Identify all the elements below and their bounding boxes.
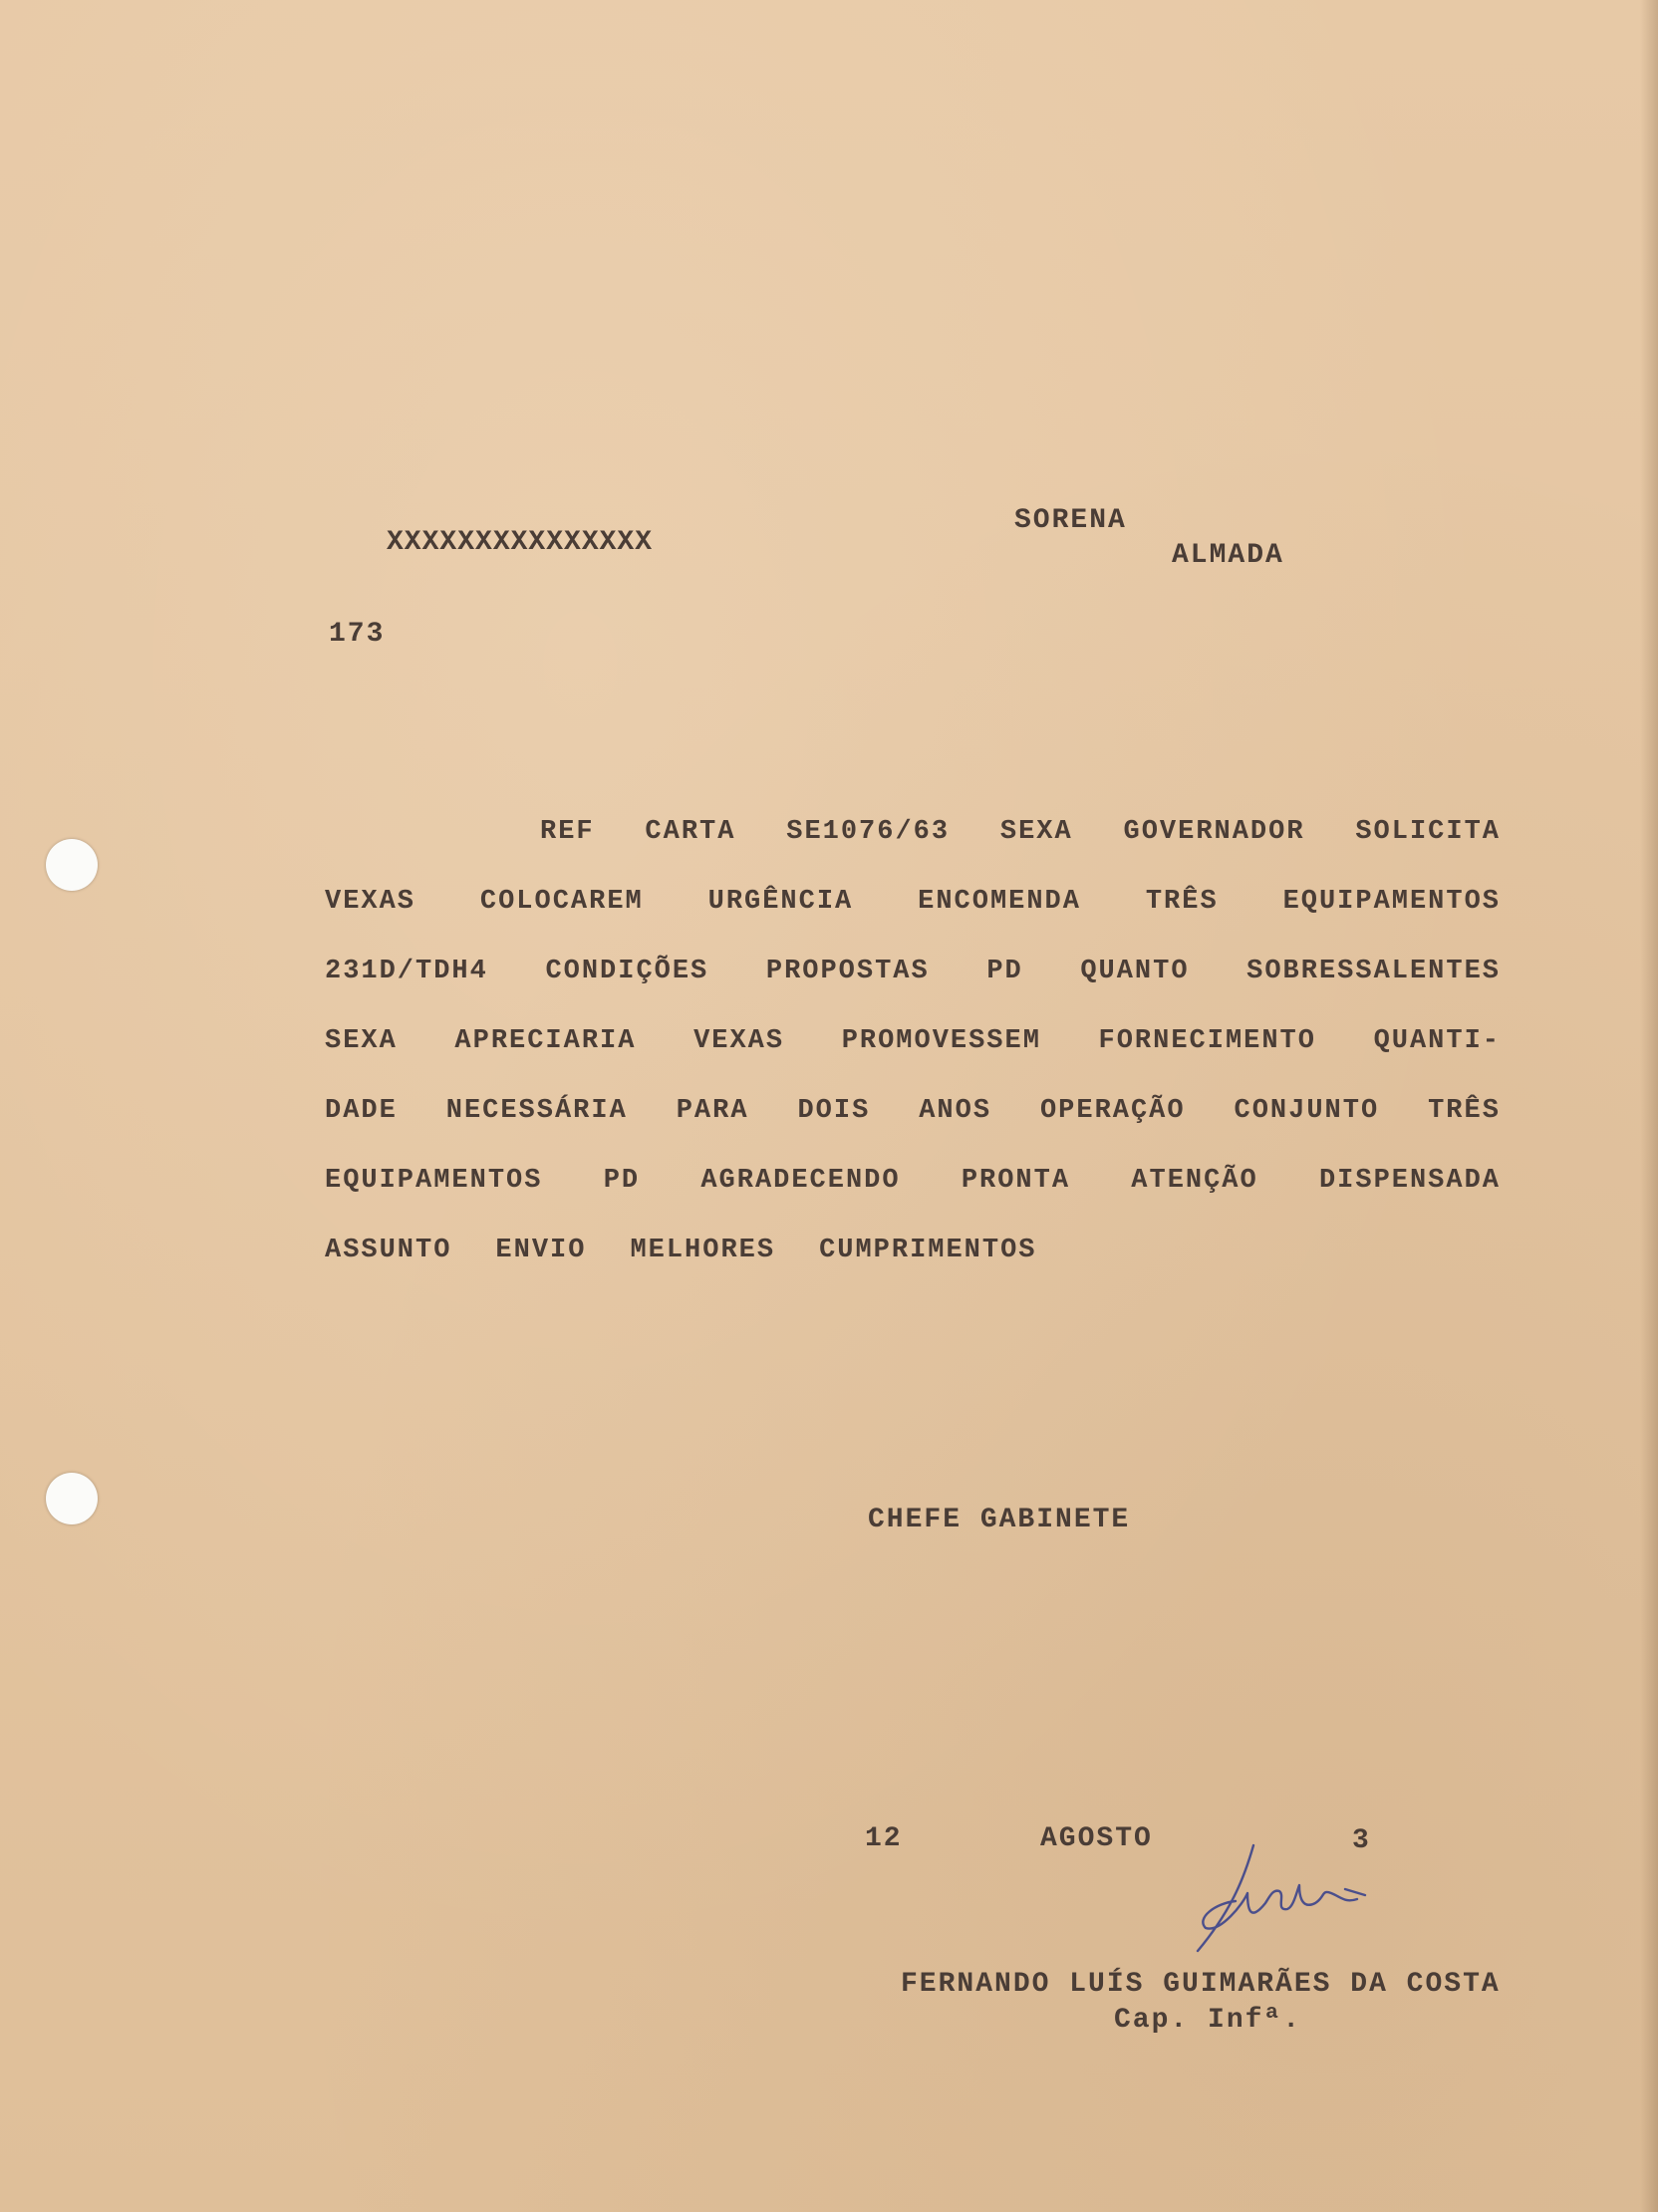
- body-word: CONJUNTO: [1234, 1096, 1380, 1126]
- recipient-name: SORENA: [1014, 505, 1127, 536]
- body-word: COLOCAREM: [479, 887, 644, 917]
- body-word: VEXAS: [693, 1026, 785, 1056]
- date-year: 3: [1352, 1825, 1371, 1856]
- body-word: SOLICITA: [1355, 817, 1501, 847]
- body-word: SEXA: [325, 1026, 398, 1056]
- body-word: CARTA: [645, 817, 736, 847]
- body-word: OPERAÇÃO: [1039, 1096, 1186, 1126]
- body-word: EQUIPAMENTOS: [1282, 887, 1501, 917]
- body-word: PD: [986, 957, 1023, 986]
- body-word: PD: [603, 1166, 641, 1196]
- punch-hole: [46, 839, 98, 891]
- reference-number: 173: [329, 619, 386, 650]
- body-word: REF: [540, 817, 595, 847]
- body-word: ANOS: [919, 1096, 992, 1126]
- body-word: MELHORES: [630, 1236, 776, 1265]
- body-word: 231D/TDH4: [325, 957, 488, 986]
- body-word: PRONTA: [961, 1166, 1071, 1196]
- date-month: AGOSTO: [1040, 1823, 1153, 1854]
- body-word: URGÊNCIA: [707, 887, 854, 917]
- signer-name: FERNANDO LUÍS GUIMARÃES DA COSTA: [901, 1969, 1501, 2000]
- handwritten-signature: [1176, 1833, 1375, 1973]
- body-line: [325, 1094, 1501, 1164]
- body-word: DOIS: [797, 1096, 871, 1126]
- body-word: PROMOVESSEM: [841, 1026, 1041, 1056]
- body-word: ENCOMENDA: [918, 887, 1081, 917]
- body-word: EQUIPAMENTOS: [325, 1166, 543, 1196]
- body-word: SE1076/63: [786, 817, 951, 847]
- body-word: APRECIARIA: [454, 1026, 637, 1056]
- body-line: [325, 1234, 1501, 1303]
- body-word: PROPOSTAS: [765, 957, 930, 986]
- signer-rank: Cap. Infª.: [1114, 2005, 1302, 2036]
- body-line: [325, 955, 1501, 1024]
- closing-title: CHEFE GABINETE: [868, 1505, 1131, 1535]
- body-line: [325, 885, 1501, 955]
- body-word: QUANTO: [1080, 957, 1190, 986]
- recipient-location: ALMADA: [1172, 540, 1284, 571]
- body-word: TRÊS: [1428, 1096, 1501, 1126]
- body-word: DADE: [325, 1096, 398, 1126]
- body-word: ENVIO: [495, 1236, 587, 1265]
- body-word: TRÊS: [1145, 887, 1219, 917]
- date-day: 12: [865, 1823, 903, 1854]
- body-word: CUMPRIMENTOS: [819, 1236, 1037, 1265]
- body-word: SEXA: [999, 817, 1073, 847]
- body-word: AGRADECENDO: [700, 1166, 901, 1196]
- body-word: GOVERNADOR: [1123, 817, 1305, 847]
- body-line: [325, 815, 1501, 885]
- body-line: [325, 1164, 1501, 1234]
- body-word: VEXAS: [325, 887, 416, 917]
- body-word: DISPENSADA: [1318, 1166, 1501, 1196]
- body-word: PARA: [676, 1096, 749, 1126]
- body-word: ATENÇÃO: [1131, 1166, 1258, 1196]
- page-edge-shadow: [1640, 0, 1658, 2212]
- body-word: FORNECIMENTO: [1098, 1026, 1316, 1056]
- message-body: [325, 815, 1501, 1303]
- body-line: [325, 1024, 1501, 1094]
- body-word: ASSUNTO: [325, 1236, 452, 1265]
- body-word: NECESSÁRIA: [445, 1096, 628, 1126]
- body-word: CONDIÇÕES: [545, 957, 709, 986]
- body-word: SOBRESSALENTES: [1246, 957, 1501, 986]
- crossed-out-line: XXXXXXXXXXXXXXX: [387, 527, 654, 558]
- punch-hole: [46, 1473, 98, 1524]
- body-word: QUANTI-: [1373, 1026, 1501, 1056]
